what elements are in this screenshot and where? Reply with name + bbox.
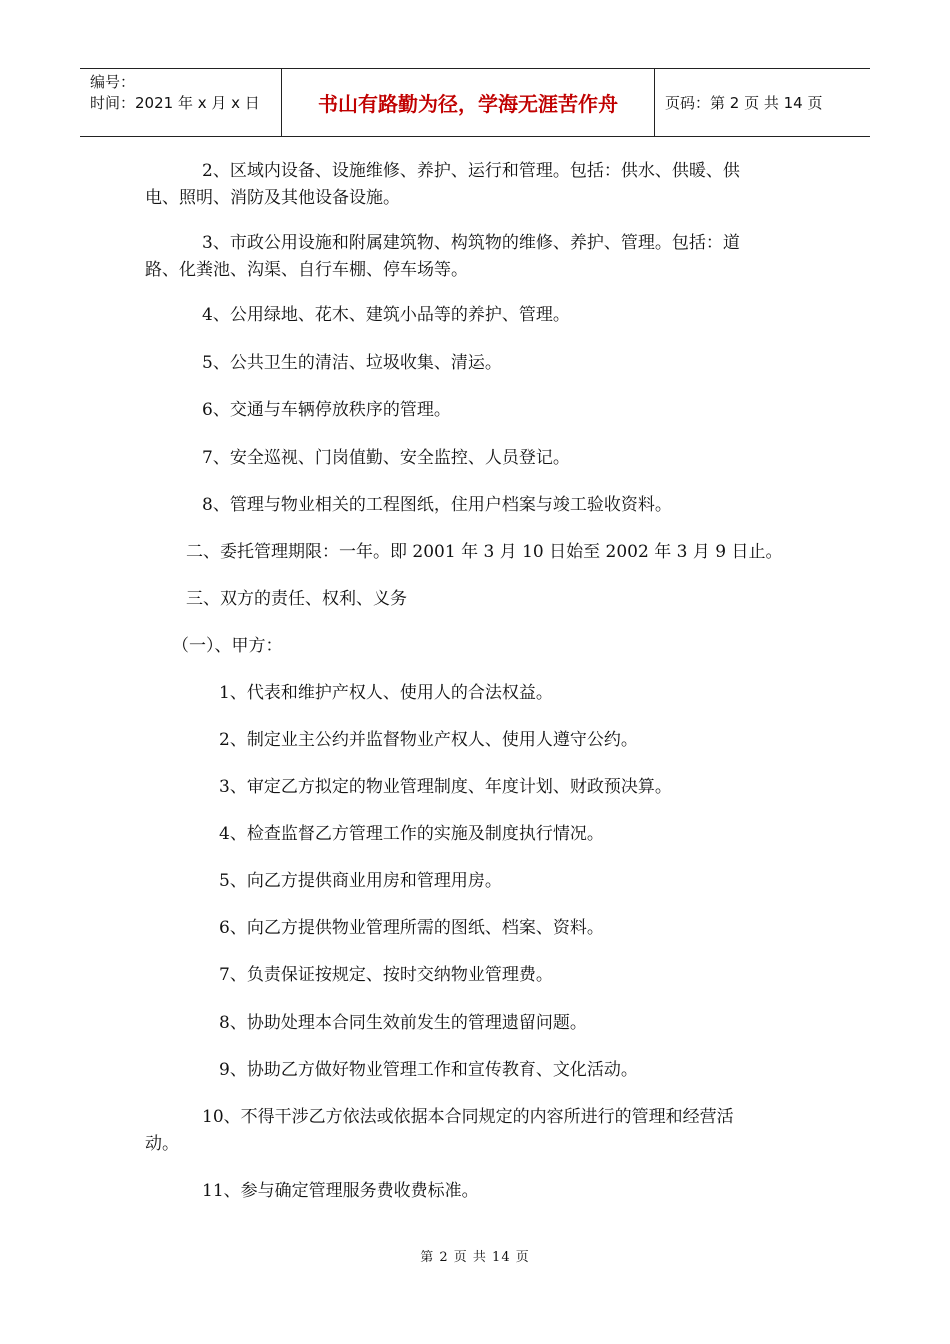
section-responsibilities: 三、双方的责任、权利、义务	[186, 589, 407, 609]
party-a-item-8: 8、协助处理本合同生效前发生的管理遗留问题。	[219, 1013, 587, 1033]
party-a-item-3: 3、审定乙方拟定的物业管理制度、年度计划、财政预决算。	[219, 777, 672, 797]
paragraph-item-2-line-2: 电、照明、消防及其他设备设施。	[145, 188, 400, 208]
header-page-info	[655, 69, 870, 136]
party-a-item-10-line-2: 动。	[145, 1134, 179, 1154]
party-a-item-6: 6、向乙方提供物业管理所需的图纸、档案、资料。	[219, 918, 604, 938]
paragraph-item-6: 6、交通与车辆停放秩序的管理。	[202, 400, 451, 420]
party-a-item-7: 7、负责保证按规定、按时交纳物业管理费。	[219, 965, 553, 985]
paragraph-item-4: 4、公用绿地、花木、建筑小品等的养护、管理。	[202, 305, 570, 325]
section-term: 二、委托管理期限：一年。即 2001 年 3 月 10 日始至 2002 年 3 月 9 日止。	[186, 542, 783, 562]
header-motto-cell	[282, 69, 655, 136]
header-page-number: 页码：第 2 页 共 14 页	[665, 94, 823, 112]
party-a-item-4: 4、检查监督乙方管理工作的实施及制度执行情况。	[219, 824, 604, 844]
page-header	[80, 68, 870, 137]
paragraph-item-7: 7、安全巡视、门岗值勤、安全监控、人员登记。	[202, 448, 570, 468]
document-number: 编号：	[90, 73, 136, 91]
page-footer	[0, 1246, 950, 1265]
paragraph-item-3-line-1: 3、市政公用设施和附属建筑物、构筑物的维修、养护、管理。包括：道	[202, 233, 740, 253]
paragraph-item-3-line-2: 路、化粪池、沟渠、自行车棚、停车场等。	[145, 260, 468, 280]
party-a-item-10-line-1: 10、不得干涉乙方依法或依据本合同规定的内容所进行的管理和经营活	[202, 1107, 734, 1127]
header-motto: 书山有路勤为径，学海无涯苦作舟	[318, 92, 618, 116]
header-meta	[80, 69, 282, 136]
party-a-item-2: 2、制定业主公约并监督物业产权人、使用人遵守公约。	[219, 730, 638, 750]
party-a-item-1: 1、代表和维护产权人、使用人的合法权益。	[219, 683, 553, 703]
party-a-item-11: 11、参与确定管理服务费收费标准。	[202, 1181, 479, 1201]
paragraph-item-5: 5、公共卫生的清洁、垃圾收集、清运。	[202, 353, 502, 373]
party-a-item-9: 9、协助乙方做好物业管理工作和宣传教育、文化活动。	[219, 1060, 638, 1080]
document-date: 时间：2021 年 x 月 x 日	[90, 94, 260, 112]
party-a-item-5: 5、向乙方提供商业用房和管理用房。	[219, 871, 502, 891]
paragraph-item-8: 8、管理与物业相关的工程图纸，住用户档案与竣工验收资料。	[202, 495, 672, 515]
footer-page-number: 第 2 页 共 14 页	[420, 1250, 530, 1265]
paragraph-item-2-line-1: 2、区域内设备、设施维修、养护、运行和管理。包括：供水、供暖、供	[202, 161, 740, 181]
party-a-heading: （一）、甲方：	[172, 636, 283, 656]
